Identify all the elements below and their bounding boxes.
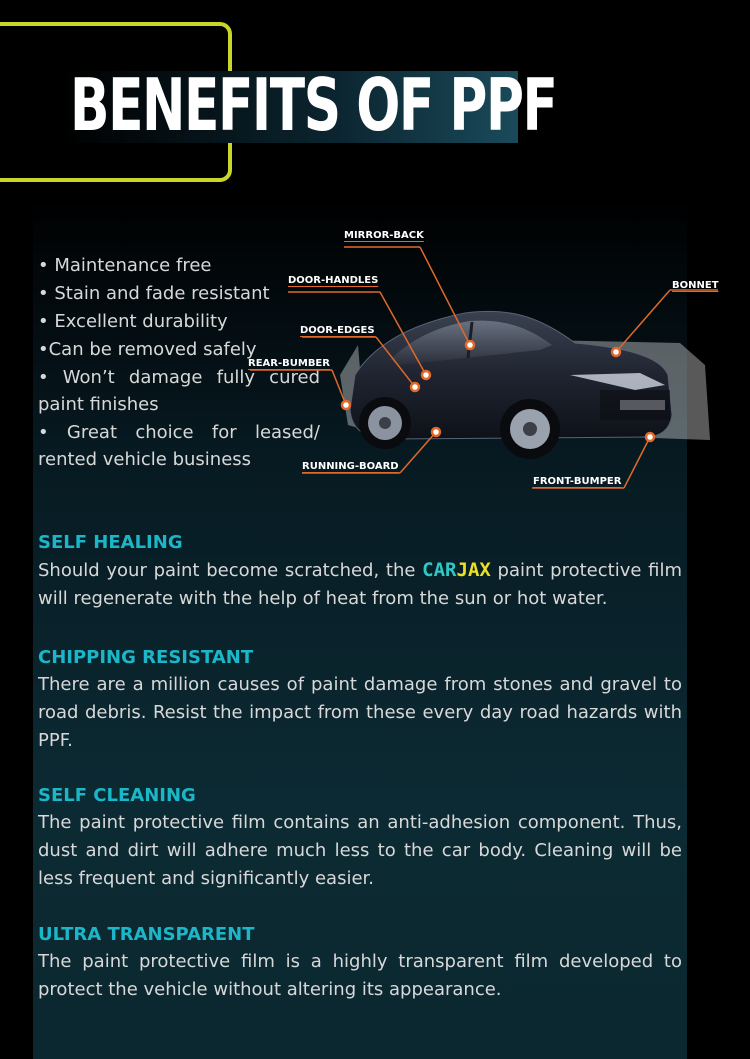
section-heading: ULTRA TRANSPARENT xyxy=(38,924,255,945)
label-rear-bumber: REAR-BUMBER xyxy=(248,358,330,369)
list-item: • Great choice for leased/ rented vehicle business xyxy=(38,422,320,470)
label-mirror-back: MIRROR-BACK xyxy=(344,230,424,241)
section-heading: CHIPPING RESISTANT xyxy=(38,647,254,668)
text-fragment: paint protective film will regenerate with the help of heat from the sun or hot water. xyxy=(38,560,682,609)
section-text: There are a million causes of paint damage from stones and gravel to road debris. Resist the impact from these every day road hazards with PPF. xyxy=(38,674,682,751)
label-front-bumper: FRONT-BUMPER xyxy=(533,476,622,487)
section-text: The paint protective film is a highly transparent film developed to protect the vehicle without altering its appearance. xyxy=(38,951,682,1000)
label-bonnet: BONNET xyxy=(672,280,719,291)
section-text xyxy=(38,556,682,613)
section-heading: SELF CLEANING xyxy=(38,785,196,806)
list-item: • Won’t damage fully cured paint finishes xyxy=(38,367,320,415)
section-text: The paint protective film contains an anti-adhesion component. Thus, dust and dirt will adhere much less to the car body. Cleaning will be less frequent and significantly easier. xyxy=(38,812,682,889)
list-item: •Can be removed safely xyxy=(38,339,257,360)
page-title: BENEFITS OF PPF xyxy=(70,63,557,147)
label-door-handles: DOOR-HANDLES xyxy=(288,275,379,286)
section-self-cleaning xyxy=(38,783,682,893)
label-running-board: RUNNING-BOARD xyxy=(302,461,399,472)
car-diagram xyxy=(240,225,720,495)
section-chipping-resistant xyxy=(38,645,682,755)
list-item: • Stain and fade resistant xyxy=(38,283,270,304)
list-item: • Maintenance free xyxy=(38,255,212,276)
brand-name-part2: JAX xyxy=(456,559,491,581)
brand-name-part1: CAR xyxy=(422,559,457,581)
text-fragment: Should your paint become scratched, the xyxy=(38,560,423,581)
list-item: • Excellent durability xyxy=(38,311,228,332)
section-heading: SELF HEALING xyxy=(38,532,183,553)
section-ultra-transparent xyxy=(38,922,682,1004)
section-self-healing xyxy=(38,530,682,613)
label-door-edges: DOOR-EDGES xyxy=(300,325,375,336)
brand-name xyxy=(422,559,491,581)
